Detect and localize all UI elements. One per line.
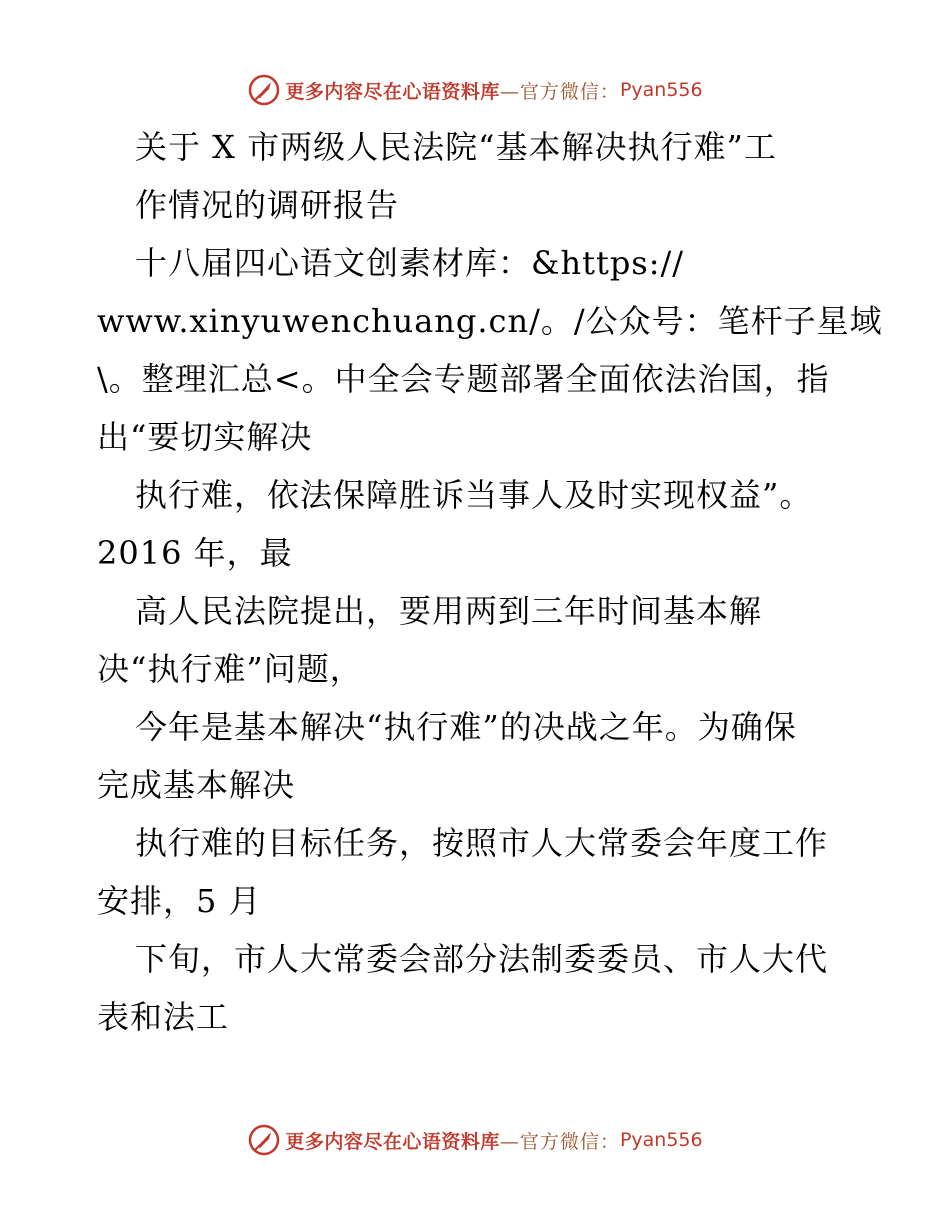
- text-line: 执行难的目标任务，按照市人大常委会年度工作: [135, 824, 829, 862]
- text-line: 关于 X 市两级人民法院“基本解决执行难”工: [135, 128, 777, 166]
- text-line: 2016 年，最: [97, 534, 293, 572]
- text-line: 执行难，依法保障胜诉当事人及时实现权益”。: [135, 476, 813, 514]
- watermark-sub-text: —官方微信：: [499, 80, 620, 103]
- text-line: 完成基本解决: [97, 766, 296, 804]
- quill-circle-icon: [247, 1123, 281, 1157]
- text-line: www.xinyuwenchuang.cn/。/公众号：笔杆子星域: [97, 302, 883, 340]
- watermark-header: [0, 70, 950, 110]
- text-line: 十八届四心语文创素材库：&https://: [135, 244, 685, 282]
- watermark-wechat-id: Pyan556: [619, 79, 703, 101]
- text-line: \。整理汇总<。中全会专题部署全面依法治国，指: [97, 360, 830, 398]
- text-line: 高人民法院提出，要用两到三年时间基本解: [135, 592, 763, 630]
- watermark-wechat-id: Pyan556: [619, 1129, 703, 1151]
- text-line: 下旬，市人大常委会部分法制委委员、市人大代: [135, 940, 829, 978]
- text-line: 出“要切实解决: [97, 418, 313, 456]
- quill-circle-icon: [247, 73, 281, 107]
- text-line: 作情况的调研报告: [135, 186, 400, 224]
- watermark-main-text: 更多内容尽在心语资料库: [285, 80, 500, 103]
- text-line: 决“执行难”问题，: [97, 650, 363, 688]
- watermark-footer: [0, 1120, 950, 1160]
- watermark-main-text: 更多内容尽在心语资料库: [285, 1130, 500, 1153]
- document-body: [97, 118, 883, 1046]
- text-line: 表和法工: [97, 998, 230, 1036]
- text-line: 今年是基本解决“执行难”的决战之年。为确保: [135, 708, 797, 746]
- text-line: 安排，5 月: [97, 882, 262, 920]
- watermark-sub-text: —官方微信：: [499, 1130, 620, 1153]
